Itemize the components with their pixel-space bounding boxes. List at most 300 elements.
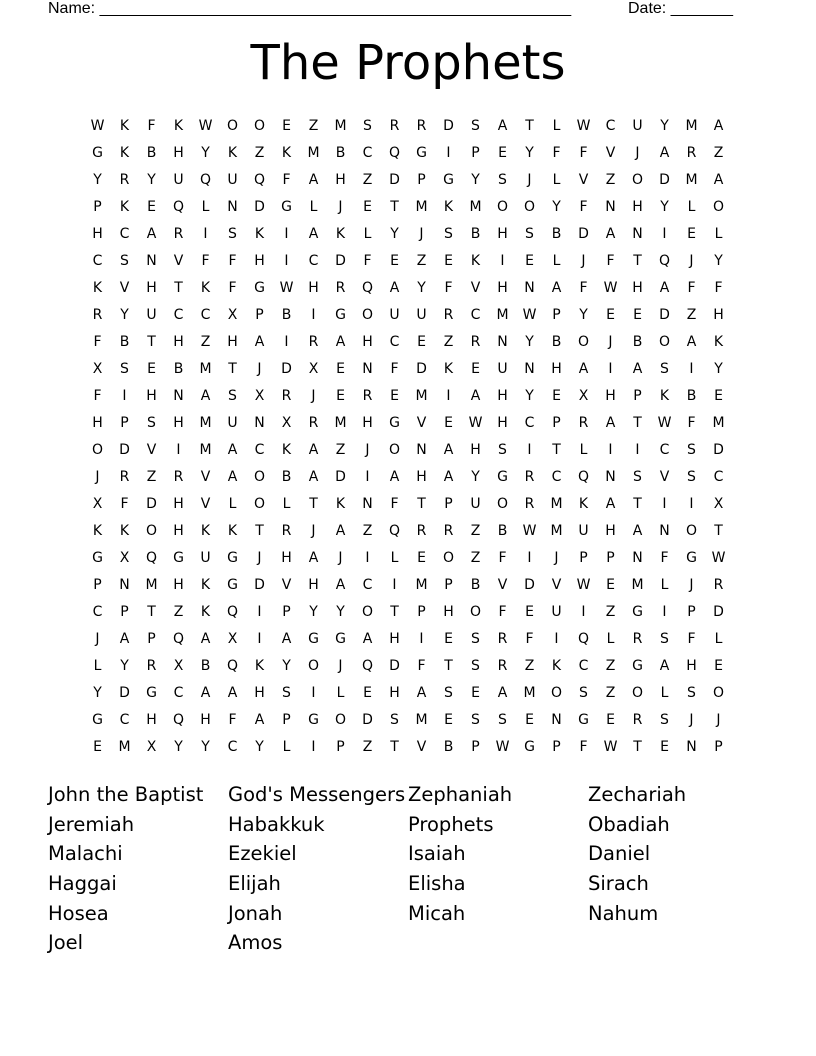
grid-letter[interactable]: K xyxy=(119,144,130,161)
grid-letter[interactable]: F xyxy=(444,279,453,296)
grid-letter[interactable]: H xyxy=(362,414,373,431)
grid-letter[interactable]: T xyxy=(417,495,426,512)
grid-letter[interactable]: E xyxy=(93,738,102,755)
grid-letter[interactable]: P xyxy=(552,738,561,755)
grid-letter[interactable]: F xyxy=(282,171,291,188)
grid-letter[interactable]: D xyxy=(362,711,373,728)
grid-letter[interactable]: G xyxy=(146,684,157,701)
grid-letter[interactable]: G xyxy=(227,576,238,593)
grid-letter[interactable]: D xyxy=(281,360,292,377)
grid-letter[interactable]: V xyxy=(200,468,211,485)
grid-letter[interactable]: V xyxy=(659,468,670,485)
grid-letter[interactable]: D xyxy=(119,441,130,458)
grid-letter[interactable]: Y xyxy=(93,684,102,701)
grid-letter[interactable]: P xyxy=(282,711,291,728)
grid-letter[interactable]: T xyxy=(228,360,237,377)
grid-letter[interactable]: H xyxy=(470,441,481,458)
grid-letter[interactable]: S xyxy=(579,684,588,701)
grid-letter[interactable]: R xyxy=(92,306,103,323)
grid-letter[interactable]: Y xyxy=(120,657,129,674)
grid-letter[interactable]: C xyxy=(119,711,130,728)
grid-letter[interactable]: T xyxy=(444,657,453,674)
grid-letter[interactable]: J xyxy=(95,468,100,485)
grid-letter[interactable]: S xyxy=(471,711,480,728)
grid-letter[interactable]: I xyxy=(689,360,694,377)
grid-letter[interactable]: U xyxy=(416,306,427,323)
grid-letter[interactable]: H xyxy=(605,387,616,404)
grid-letter[interactable]: J xyxy=(608,333,613,350)
grid-letter[interactable]: Q xyxy=(253,171,266,188)
grid-letter[interactable]: S xyxy=(633,468,642,485)
grid-letter[interactable]: C xyxy=(713,468,724,485)
grid-letter[interactable]: O xyxy=(496,198,509,215)
grid-letter[interactable]: P xyxy=(579,549,588,566)
grid-letter[interactable]: R xyxy=(416,522,427,539)
grid-letter[interactable]: P xyxy=(606,549,615,566)
grid-letter[interactable]: O xyxy=(307,657,320,674)
grid-letter[interactable]: O xyxy=(685,522,698,539)
grid-letter[interactable]: S xyxy=(444,225,453,242)
grid-letter[interactable]: F xyxy=(579,144,588,161)
grid-letter[interactable]: J xyxy=(689,252,694,269)
grid-letter[interactable]: C xyxy=(578,657,589,674)
grid-letter[interactable]: H xyxy=(254,252,265,269)
grid-letter[interactable]: E xyxy=(714,657,723,674)
grid-letter[interactable]: M xyxy=(550,495,563,512)
grid-letter[interactable]: W xyxy=(657,414,672,431)
grid-letter[interactable]: J xyxy=(338,657,343,674)
grid-letter[interactable]: W xyxy=(279,279,294,296)
grid-letter[interactable]: L xyxy=(660,684,669,701)
grid-letter[interactable]: A xyxy=(308,549,319,566)
grid-letter[interactable]: R xyxy=(443,306,454,323)
grid-letter[interactable]: N xyxy=(119,576,130,593)
grid-letter[interactable]: J xyxy=(338,198,343,215)
grid-letter[interactable]: G xyxy=(335,306,346,323)
grid-letter[interactable]: B xyxy=(335,144,346,161)
grid-letter[interactable]: K xyxy=(443,198,454,215)
grid-letter[interactable]: S xyxy=(471,657,480,674)
grid-letter[interactable]: W xyxy=(198,117,213,134)
grid-letter[interactable]: I xyxy=(203,225,208,242)
grid-letter[interactable]: I xyxy=(257,630,262,647)
grid-letter[interactable]: H xyxy=(173,522,184,539)
grid-letter[interactable]: H xyxy=(173,414,184,431)
grid-letter[interactable]: W xyxy=(603,738,618,755)
grid-letter[interactable]: M xyxy=(685,117,698,134)
grid-letter[interactable]: D xyxy=(659,171,670,188)
grid-letter[interactable]: N xyxy=(173,387,184,404)
grid-letter[interactable]: Q xyxy=(145,549,158,566)
grid-letter[interactable]: I xyxy=(446,144,451,161)
grid-letter[interactable]: C xyxy=(308,252,319,269)
grid-letter[interactable]: H xyxy=(416,468,427,485)
grid-letter[interactable]: T xyxy=(633,252,642,269)
grid-letter[interactable]: S xyxy=(687,684,696,701)
grid-letter[interactable]: J xyxy=(635,144,640,161)
grid-letter[interactable]: X xyxy=(578,387,589,404)
grid-letter[interactable]: Q xyxy=(226,603,239,620)
grid-letter[interactable]: M xyxy=(199,441,212,458)
grid-letter[interactable]: K xyxy=(92,279,103,296)
grid-letter[interactable]: V xyxy=(416,414,427,431)
grid-letter[interactable]: C xyxy=(659,441,670,458)
grid-letter[interactable]: H xyxy=(605,522,616,539)
grid-letter[interactable]: P xyxy=(147,630,156,647)
grid-letter[interactable]: T xyxy=(390,603,399,620)
grid-letter[interactable]: H xyxy=(173,576,184,593)
grid-letter[interactable]: R xyxy=(119,171,130,188)
grid-letter[interactable]: A xyxy=(551,279,562,296)
grid-letter[interactable]: O xyxy=(712,198,725,215)
grid-letter[interactable]: Y xyxy=(417,279,426,296)
grid-letter[interactable]: Z xyxy=(605,171,616,188)
grid-letter[interactable]: A xyxy=(200,684,211,701)
grid-letter[interactable]: T xyxy=(309,495,318,512)
grid-letter[interactable]: F xyxy=(606,252,615,269)
grid-letter[interactable]: L xyxy=(201,198,210,215)
grid-letter[interactable]: M xyxy=(118,738,131,755)
grid-letter[interactable]: L xyxy=(282,495,291,512)
grid-letter[interactable]: K xyxy=(443,360,454,377)
grid-letter[interactable]: Z xyxy=(713,144,724,161)
grid-letter[interactable]: A xyxy=(308,171,319,188)
grid-letter[interactable]: H xyxy=(92,225,103,242)
grid-letter[interactable]: P xyxy=(444,576,453,593)
grid-letter[interactable]: D xyxy=(713,603,724,620)
grid-letter[interactable]: H xyxy=(200,711,211,728)
grid-letter[interactable]: X xyxy=(92,360,103,377)
grid-letter[interactable]: K xyxy=(281,144,292,161)
grid-letter[interactable]: F xyxy=(93,333,102,350)
grid-letter[interactable]: E xyxy=(390,387,399,404)
grid-letter[interactable]: A xyxy=(389,468,400,485)
grid-letter[interactable]: I xyxy=(527,549,532,566)
grid-letter[interactable]: C xyxy=(173,684,184,701)
grid-letter[interactable]: A xyxy=(281,630,292,647)
grid-letter[interactable]: E xyxy=(336,360,345,377)
grid-letter[interactable]: D xyxy=(254,198,265,215)
grid-letter[interactable]: M xyxy=(523,684,536,701)
date-field[interactable]: Date: _______ xyxy=(628,0,733,17)
grid-letter[interactable]: H xyxy=(389,630,400,647)
grid-letter[interactable]: X xyxy=(173,657,184,674)
grid-letter[interactable]: L xyxy=(714,225,723,242)
grid-letter[interactable]: V xyxy=(551,576,562,593)
grid-letter[interactable]: C xyxy=(362,144,373,161)
grid-letter[interactable]: B xyxy=(443,738,454,755)
grid-letter[interactable]: H xyxy=(308,576,319,593)
grid-letter[interactable]: I xyxy=(419,630,424,647)
grid-letter[interactable]: Y xyxy=(147,171,156,188)
grid-letter[interactable]: K xyxy=(200,576,211,593)
grid-letter[interactable]: U xyxy=(578,522,589,539)
grid-letter[interactable]: P xyxy=(552,414,561,431)
grid-letter[interactable]: M xyxy=(685,171,698,188)
grid-letter[interactable]: K xyxy=(119,117,130,134)
grid-letter[interactable]: G xyxy=(308,630,319,647)
grid-letter[interactable]: Y xyxy=(174,738,183,755)
grid-letter[interactable]: D xyxy=(713,441,724,458)
grid-letter[interactable]: E xyxy=(363,198,372,215)
grid-letter[interactable]: L xyxy=(606,630,615,647)
grid-letter[interactable]: H xyxy=(92,414,103,431)
grid-letter[interactable]: P xyxy=(687,603,696,620)
grid-letter[interactable]: Y xyxy=(525,387,534,404)
grid-letter[interactable]: C xyxy=(470,306,481,323)
grid-letter[interactable]: T xyxy=(714,522,723,539)
grid-letter[interactable]: F xyxy=(417,657,426,674)
grid-letter[interactable]: U xyxy=(551,603,562,620)
grid-letter[interactable]: G xyxy=(92,711,103,728)
grid-letter[interactable]: S xyxy=(444,684,453,701)
grid-letter[interactable]: Z xyxy=(605,684,616,701)
grid-letter[interactable]: L xyxy=(552,252,561,269)
grid-letter[interactable]: B xyxy=(173,360,184,377)
grid-letter[interactable]: Y xyxy=(336,603,345,620)
grid-letter[interactable]: A xyxy=(416,684,427,701)
grid-letter[interactable]: N xyxy=(524,279,535,296)
grid-letter[interactable]: Q xyxy=(361,657,374,674)
grid-letter[interactable]: Z xyxy=(362,522,373,539)
grid-letter[interactable]: Z xyxy=(335,441,346,458)
grid-letter[interactable]: E xyxy=(633,306,642,323)
grid-letter[interactable]: G xyxy=(632,657,643,674)
grid-letter[interactable]: J xyxy=(257,360,262,377)
grid-letter[interactable]: A xyxy=(497,117,508,134)
grid-letter[interactable]: L xyxy=(687,198,696,215)
grid-letter[interactable]: R xyxy=(632,711,643,728)
grid-letter[interactable]: A xyxy=(713,117,724,134)
grid-letter[interactable]: W xyxy=(495,738,510,755)
grid-letter[interactable]: J xyxy=(527,171,532,188)
grid-letter[interactable]: P xyxy=(120,603,129,620)
grid-letter[interactable]: V xyxy=(173,252,184,269)
grid-letter[interactable]: E xyxy=(336,387,345,404)
grid-letter[interactable]: D xyxy=(335,252,346,269)
grid-letter[interactable]: H xyxy=(713,306,724,323)
grid-letter[interactable]: Y xyxy=(714,360,723,377)
grid-letter[interactable]: T xyxy=(552,441,561,458)
grid-letter[interactable]: I xyxy=(365,468,370,485)
grid-letter[interactable]: Q xyxy=(658,252,671,269)
grid-letter[interactable]: P xyxy=(255,306,264,323)
grid-letter[interactable]: I xyxy=(662,225,667,242)
grid-letter[interactable]: P xyxy=(417,171,426,188)
grid-letter[interactable]: N xyxy=(551,711,562,728)
grid-letter[interactable]: T xyxy=(174,279,183,296)
grid-letter[interactable]: L xyxy=(363,225,372,242)
grid-letter[interactable]: E xyxy=(390,252,399,269)
grid-letter[interactable]: J xyxy=(95,630,100,647)
grid-letter[interactable]: V xyxy=(605,144,616,161)
grid-letter[interactable]: Z xyxy=(443,333,454,350)
grid-letter[interactable]: F xyxy=(714,279,723,296)
grid-letter[interactable]: N xyxy=(524,360,535,377)
grid-letter[interactable]: C xyxy=(200,306,211,323)
grid-letter[interactable]: D xyxy=(254,576,265,593)
grid-letter[interactable]: E xyxy=(498,144,507,161)
grid-letter[interactable]: R xyxy=(335,279,346,296)
grid-letter[interactable]: Q xyxy=(172,711,185,728)
grid-letter[interactable]: O xyxy=(442,549,455,566)
grid-letter[interactable]: X xyxy=(308,360,319,377)
grid-letter[interactable]: D xyxy=(578,225,589,242)
grid-letter[interactable]: F xyxy=(147,117,156,134)
grid-letter[interactable]: R xyxy=(524,468,535,485)
grid-letter[interactable]: H xyxy=(686,657,697,674)
grid-letter[interactable]: Z xyxy=(605,603,616,620)
grid-letter[interactable]: P xyxy=(282,603,291,620)
grid-letter[interactable]: Z xyxy=(605,657,616,674)
grid-letter[interactable]: Z xyxy=(470,522,481,539)
grid-letter[interactable]: L xyxy=(552,171,561,188)
grid-letter[interactable]: E xyxy=(552,387,561,404)
grid-letter[interactable]: N xyxy=(146,252,157,269)
grid-letter[interactable]: P xyxy=(93,198,102,215)
grid-letter[interactable]: O xyxy=(361,603,374,620)
grid-letter[interactable]: H xyxy=(173,144,184,161)
grid-letter[interactable]: P xyxy=(552,306,561,323)
grid-letter[interactable]: F xyxy=(363,252,372,269)
grid-letter[interactable]: T xyxy=(255,522,264,539)
grid-letter[interactable]: R xyxy=(362,387,373,404)
grid-letter[interactable]: J xyxy=(257,549,262,566)
grid-letter[interactable]: H xyxy=(173,495,184,512)
grid-letter[interactable]: F xyxy=(660,549,669,566)
grid-letter[interactable]: C xyxy=(605,117,616,134)
grid-letter[interactable]: I xyxy=(581,603,586,620)
grid-letter[interactable]: A xyxy=(146,225,157,242)
grid-letter[interactable]: O xyxy=(631,684,644,701)
grid-letter[interactable]: N xyxy=(362,360,373,377)
grid-letter[interactable]: R xyxy=(713,576,724,593)
grid-letter[interactable]: N xyxy=(605,468,616,485)
grid-letter[interactable]: A xyxy=(200,630,211,647)
grid-letter[interactable]: A xyxy=(362,630,373,647)
grid-letter[interactable]: G xyxy=(416,144,427,161)
grid-letter[interactable]: E xyxy=(417,333,426,350)
grid-letter[interactable]: W xyxy=(522,306,537,323)
grid-letter[interactable]: G xyxy=(497,468,508,485)
grid-letter[interactable]: E xyxy=(714,387,723,404)
grid-letter[interactable]: U xyxy=(227,171,238,188)
grid-letter[interactable]: K xyxy=(335,225,346,242)
grid-letter[interactable]: O xyxy=(523,198,536,215)
grid-letter[interactable]: O xyxy=(361,306,374,323)
grid-letter[interactable]: C xyxy=(362,576,373,593)
grid-letter[interactable]: X xyxy=(146,738,157,755)
grid-letter[interactable]: X xyxy=(227,306,238,323)
grid-letter[interactable]: B xyxy=(632,333,643,350)
grid-letter[interactable]: U xyxy=(200,549,211,566)
grid-letter[interactable]: F xyxy=(687,279,696,296)
grid-letter[interactable]: D xyxy=(416,360,427,377)
grid-letter[interactable]: W xyxy=(576,576,591,593)
grid-letter[interactable]: V xyxy=(200,495,211,512)
grid-letter[interactable]: E xyxy=(687,225,696,242)
grid-letter[interactable]: D xyxy=(335,468,346,485)
grid-letter[interactable]: R xyxy=(416,117,427,134)
grid-letter[interactable]: A xyxy=(308,225,319,242)
grid-letter[interactable]: O xyxy=(496,495,509,512)
grid-letter[interactable]: W xyxy=(576,117,591,134)
grid-letter[interactable]: X xyxy=(281,414,292,431)
grid-letter[interactable]: B xyxy=(470,225,481,242)
grid-letter[interactable]: C xyxy=(119,225,130,242)
grid-letter[interactable]: S xyxy=(687,441,696,458)
grid-letter[interactable]: U xyxy=(470,495,481,512)
grid-letter[interactable]: Z xyxy=(200,333,211,350)
grid-letter[interactable]: Y xyxy=(390,225,399,242)
grid-letter[interactable]: V xyxy=(146,441,157,458)
grid-letter[interactable]: A xyxy=(335,576,346,593)
grid-letter[interactable]: A xyxy=(605,414,616,431)
grid-letter[interactable]: E xyxy=(147,360,156,377)
grid-letter[interactable]: W xyxy=(90,117,105,134)
grid-letter[interactable]: Z xyxy=(254,144,265,161)
grid-letter[interactable]: A xyxy=(227,468,238,485)
grid-letter[interactable]: B xyxy=(497,522,508,539)
grid-letter[interactable]: A xyxy=(605,495,616,512)
grid-letter[interactable]: T xyxy=(147,333,156,350)
grid-letter[interactable]: A xyxy=(497,684,508,701)
grid-letter[interactable]: R xyxy=(173,225,184,242)
grid-letter[interactable]: U xyxy=(173,171,184,188)
grid-letter[interactable]: M xyxy=(415,711,428,728)
grid-letter[interactable]: M xyxy=(145,576,158,593)
grid-letter[interactable]: E xyxy=(444,252,453,269)
grid-letter[interactable]: N xyxy=(416,441,427,458)
grid-letter[interactable]: R xyxy=(686,144,697,161)
grid-letter[interactable]: N xyxy=(686,738,697,755)
grid-letter[interactable]: S xyxy=(120,252,129,269)
grid-letter[interactable]: C xyxy=(389,333,400,350)
grid-letter[interactable]: R xyxy=(578,414,589,431)
grid-letter[interactable]: S xyxy=(660,360,669,377)
grid-letter[interactable]: O xyxy=(253,468,266,485)
grid-letter[interactable]: R xyxy=(524,495,535,512)
grid-letter[interactable]: F xyxy=(579,279,588,296)
grid-letter[interactable]: B xyxy=(146,144,157,161)
grid-letter[interactable]: S xyxy=(471,630,480,647)
grid-letter[interactable]: Y xyxy=(471,468,480,485)
grid-letter[interactable]: D xyxy=(659,306,670,323)
grid-letter[interactable]: A xyxy=(659,279,670,296)
grid-letter[interactable]: E xyxy=(444,414,453,431)
grid-letter[interactable]: Q xyxy=(199,171,212,188)
grid-letter[interactable]: I xyxy=(311,306,316,323)
grid-letter[interactable]: K xyxy=(470,252,481,269)
grid-letter[interactable]: Z xyxy=(686,306,697,323)
grid-letter[interactable]: A xyxy=(659,657,670,674)
grid-letter[interactable]: H xyxy=(497,225,508,242)
grid-letter[interactable]: S xyxy=(660,711,669,728)
grid-letter[interactable]: J xyxy=(716,711,721,728)
grid-letter[interactable]: G xyxy=(524,738,535,755)
grid-letter[interactable]: T xyxy=(633,414,642,431)
grid-letter[interactable]: I xyxy=(608,360,613,377)
grid-letter[interactable]: E xyxy=(147,198,156,215)
grid-letter[interactable]: E xyxy=(606,576,615,593)
grid-letter[interactable]: P xyxy=(471,738,480,755)
grid-letter[interactable]: I xyxy=(662,603,667,620)
grid-letter[interactable]: L xyxy=(282,738,291,755)
grid-letter[interactable]: A xyxy=(443,468,454,485)
grid-letter[interactable]: B xyxy=(686,387,697,404)
grid-letter[interactable]: C xyxy=(92,252,103,269)
grid-letter[interactable]: F xyxy=(201,252,210,269)
